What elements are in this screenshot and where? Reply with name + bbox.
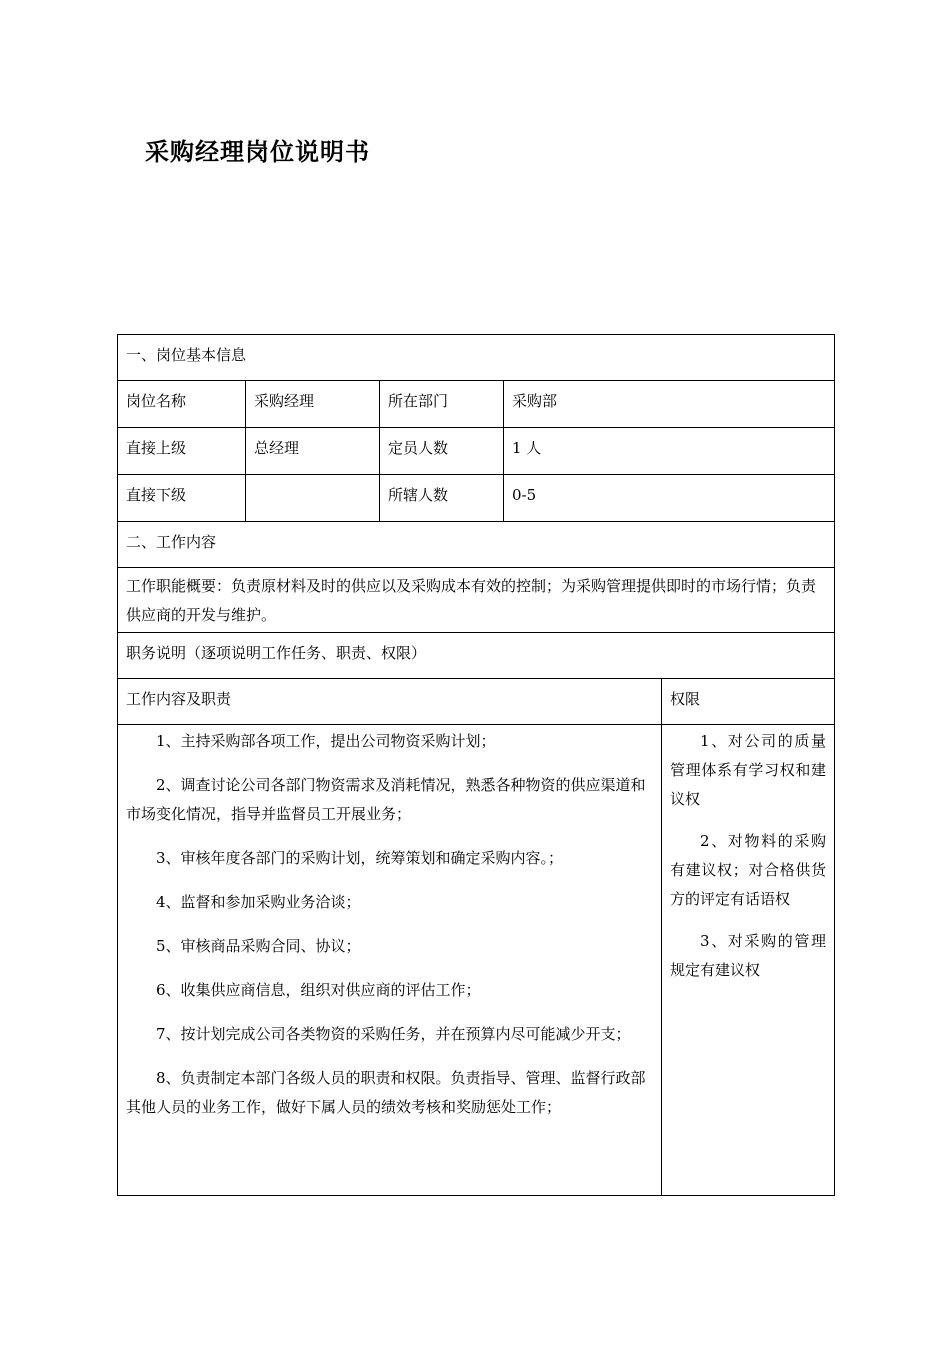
label-department: 所在部门 bbox=[380, 381, 504, 428]
duty-item: 7、按计划完成公司各类物资的采购任务，并在预算内尽可能减少开支； bbox=[156, 1025, 631, 1043]
col-header-duties: 工作内容及职责 bbox=[118, 679, 662, 725]
value-headcount: 1 人 bbox=[504, 428, 835, 475]
duty-item: 5、审核商品采购合同、协议； bbox=[156, 937, 361, 955]
duty-item: 4、监督和参加采购业务洽谈； bbox=[156, 893, 361, 911]
col-header-authority: 权限 bbox=[662, 679, 835, 725]
duty-item: 8、负责制定本部门各级人员的职责和权限。负责指导、管理、监督行政部其他人员的业务工作，做好下属人员的绩效考核和奖励惩处工作； bbox=[126, 1069, 646, 1116]
duty-item: 3、审核年度各部门的采购计划，统筹策划和确定采购内容。； bbox=[156, 849, 564, 867]
value-position-name: 采购经理 bbox=[246, 381, 380, 428]
job-summary: 工作职能概要：负责原材料及时的供应以及采购成本有效的控制；为采购管理提供即时的市场行情；负责供应商的开发与维护。 bbox=[118, 568, 835, 633]
document-title: 采购经理岗位说明书 bbox=[145, 138, 370, 166]
value-subordinate-count: 0-5 bbox=[504, 475, 835, 522]
duty-item: 6、收集供应商信息，组织对供应商的评估工作； bbox=[156, 981, 481, 999]
label-subordinate-count: 所辖人数 bbox=[380, 475, 504, 522]
duties-cell bbox=[118, 725, 662, 1196]
label-direct-superior: 直接上级 bbox=[118, 428, 246, 475]
value-direct-superior: 总经理 bbox=[246, 428, 380, 475]
section2-heading: 二、工作内容 bbox=[118, 522, 835, 568]
authority-item: 2、对物料的采购有建议权；对合格供货方的评定有话语权 bbox=[670, 832, 827, 908]
value-direct-subordinate bbox=[246, 475, 380, 522]
duty-item: 2、调查讨论公司各部门物资需求及消耗情况，熟悉各种物资的供应渠道和市场变化情况，指导并监督员工开展业务； bbox=[126, 776, 646, 823]
authority-cell bbox=[662, 725, 835, 1196]
duty-item: 1、主持采购部各项工作，提出公司物资采购计划； bbox=[156, 732, 496, 750]
label-position-name: 岗位名称 bbox=[118, 381, 246, 428]
value-department: 采购部 bbox=[504, 381, 835, 428]
authority-item: 3、对采购的管理规定有建议权 bbox=[670, 932, 827, 979]
duties-heading: 职务说明（逐项说明工作任务、职责、权限） bbox=[118, 633, 835, 679]
job-description-table bbox=[117, 334, 835, 1196]
label-headcount: 定员人数 bbox=[380, 428, 504, 475]
label-direct-subordinate: 直接下级 bbox=[118, 475, 246, 522]
section1-heading: 一、岗位基本信息 bbox=[118, 335, 835, 381]
authority-item: 1、对公司的质量管理体系有学习权和建议权 bbox=[670, 732, 827, 808]
